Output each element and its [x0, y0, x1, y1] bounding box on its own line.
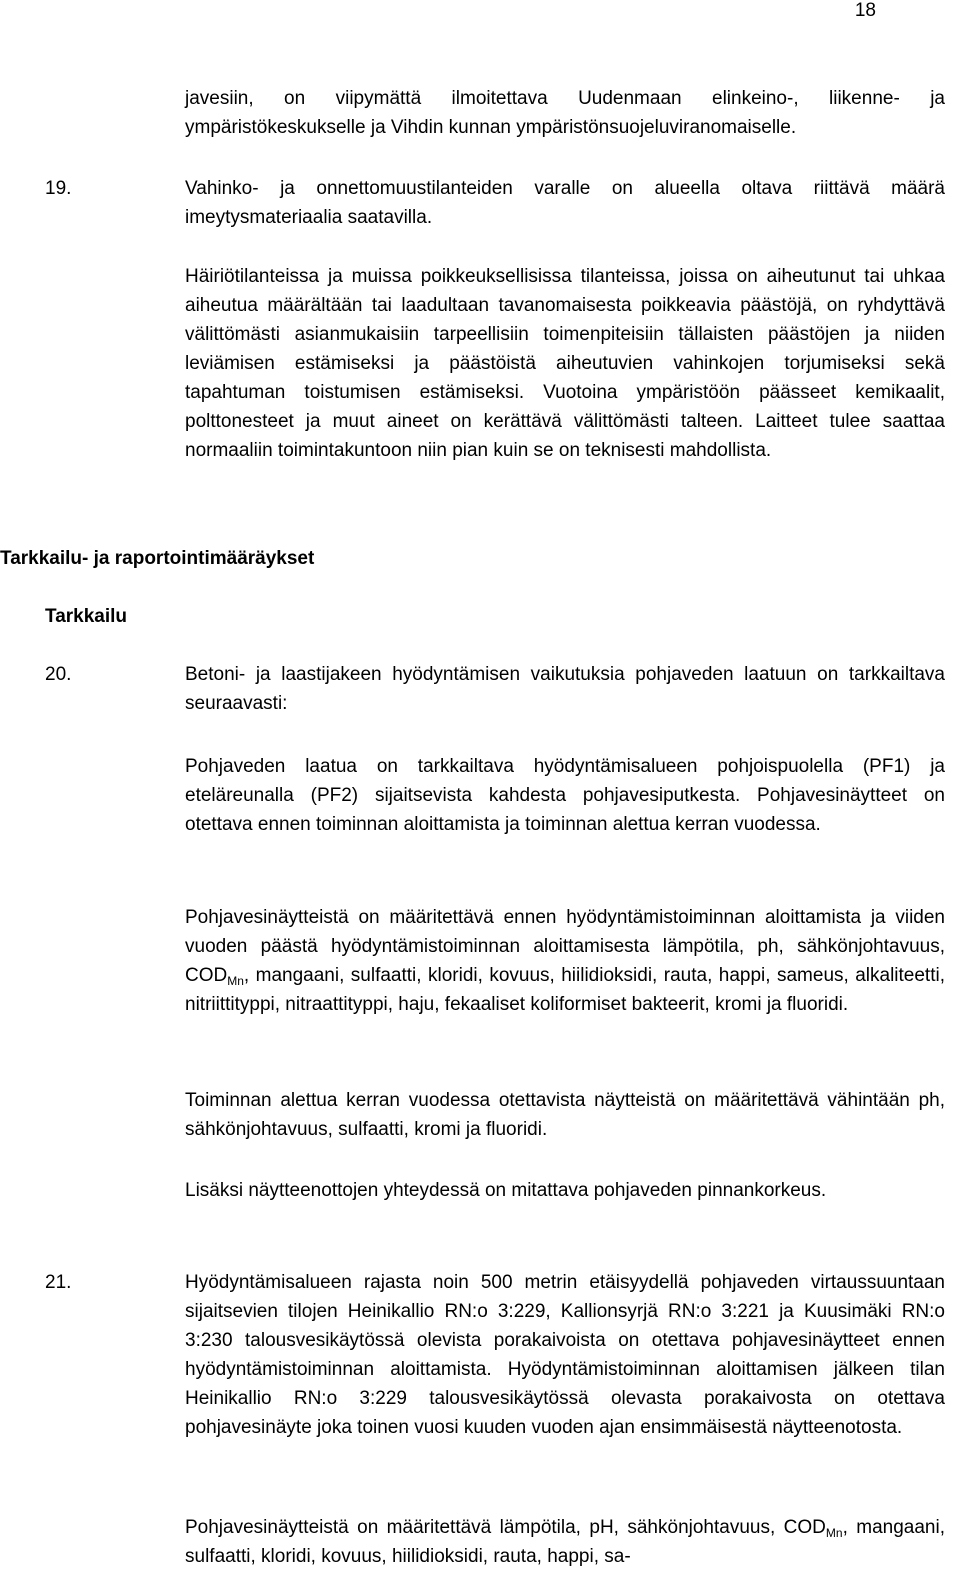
item-19-paragraph-2: Häiriötilanteissa ja muissa poikkeuksellisissa tilanteissa, joissa on aiheutunut tai uhkaa aiheutua määrältään tai laadultaan tavanomaisesta poikkeavia päästöjä, on ryhdyttävä välittömästi asianmukaisiin tarpeellisiin toimenpiteisiin tällaisten päästöjen ja niiden leviämisen estämiseksi ja päästöistä aiheutuvien vahinkojen torjumiseksi sekä tapahtuman toistumisen estämiseksi. Vuotoina ympäristöön päässeet kemikaalit, polttonesteet ja muut aineet on kerättävä välittömästi talteen. Laitteet tulee saattaa normaaliin toimintakuntoon niin pian kuin se on teknisesti mahdollista. — [185, 266, 945, 461]
item-20-paragraph-2: Pohjaveden laatua on tarkkailtava hyödyntämisalueen pohjoispuolella (PF1) ja eteläreunalla (PF2) sijaitsevista kahdesta pohjavesiputkesta. Pohjavesinäytteet on otettava ennen toiminnan aloittamista ja toiminnan alettua kerran vuodessa. — [185, 756, 945, 835]
item-20-text: Betoni- ja laastijakeen hyödyntämisen vaikutuksia pohjaveden laatuun on tarkkailtava seuraavasti: — [185, 664, 945, 714]
item-20-paragraph-4: Toiminnan alettua kerran vuodessa otettavista näytteistä on määritettävä vähintään ph, sähkönjohtavuus, sulfaatti, kromi ja fluoridi. — [185, 1090, 945, 1140]
item-19-number: 19. — [45, 178, 72, 199]
section-heading: Tarkkailu- ja raportointimääräykset — [0, 548, 315, 569]
item-21-paragraph-2-a: Pohjavesinäytteistä on määritettävä lämpötila, pH, sähkönjohtavuus, COD — [185, 1517, 826, 1538]
item-21-paragraph-2-b: , mangaani, sulfaatti, kloridi, kovuus, hiilidioksidi, rauta, happi, sa- — [185, 1517, 945, 1567]
cod-subscript-2: Mn — [825, 1526, 843, 1540]
item-20-paragraph-3-b: , mangaani, sulfaatti, kloridi, kovuus, hiilidioksidi, rauta, happi, sameus, alkaliteetti, nitriittityppi, nitraattityppi, haju, fekaaliset koliformiset bakteerit, kromi ja fluoridi. — [185, 965, 945, 1015]
page-number: 18 — [854, 0, 876, 21]
subsection-heading: Tarkkailu — [45, 606, 128, 627]
item-21-paragraph-2 — [185, 1513, 945, 1571]
item-20-number: 20. — [45, 664, 72, 685]
item-20-paragraph-3-a: Pohjavesinäytteistä on määritettävä ennen hyödyntämistoiminnan aloittamista ja viiden vuoden päästä hyödyntämistoiminnan aloittamisesta lämpötila, ph, sähkönjohtavuus, COD — [185, 907, 945, 986]
item-21-text: Hyödyntämisalueen rajasta noin 500 metrin etäisyydellä pohjaveden virtaussuuntaan sijaitsevien tilojen Heinikallio RN:o 3:229, Kallionsyrjä RN:o 3:221 ja Kuusimäki RN:o 3:230 talousvesikäytössä olevista porakaivoista on otettava pohjavesinäytteet ennen hyödyntämistoiminnan aloittamista. Hyödyntämistoiminnan aloittamisen jälkeen tilan Heinikallio RN:o 3:229 talousvesikäytössä olevasta porakaivosta on otettava pohjavesinäyte joka toinen vuosi kuuden vuoden ajan ensimmäisestä näytteenotosta. — [185, 1272, 945, 1438]
item-21-number: 21. — [45, 1272, 72, 1293]
item-20-paragraph-3 — [185, 903, 945, 1019]
cod-subscript: Mn — [227, 974, 244, 988]
item-19-text: Vahinko- ja onnettomuustilanteiden varalle on alueella oltava riittävä määrä imeytysmateriaalia saatavilla. — [185, 178, 945, 228]
top-paragraph: javesiin, on viipymättä ilmoitettava Uudenmaan elinkeino-, liikenne- ja ympäristökeskukselle ja Vihdin kunnan ympäristönsuojeluviranomaiselle. — [185, 88, 945, 138]
item-20-paragraph-5: Lisäksi näytteenottojen yhteydessä on mitattava pohjaveden pinnankorkeus. — [185, 1180, 827, 1201]
